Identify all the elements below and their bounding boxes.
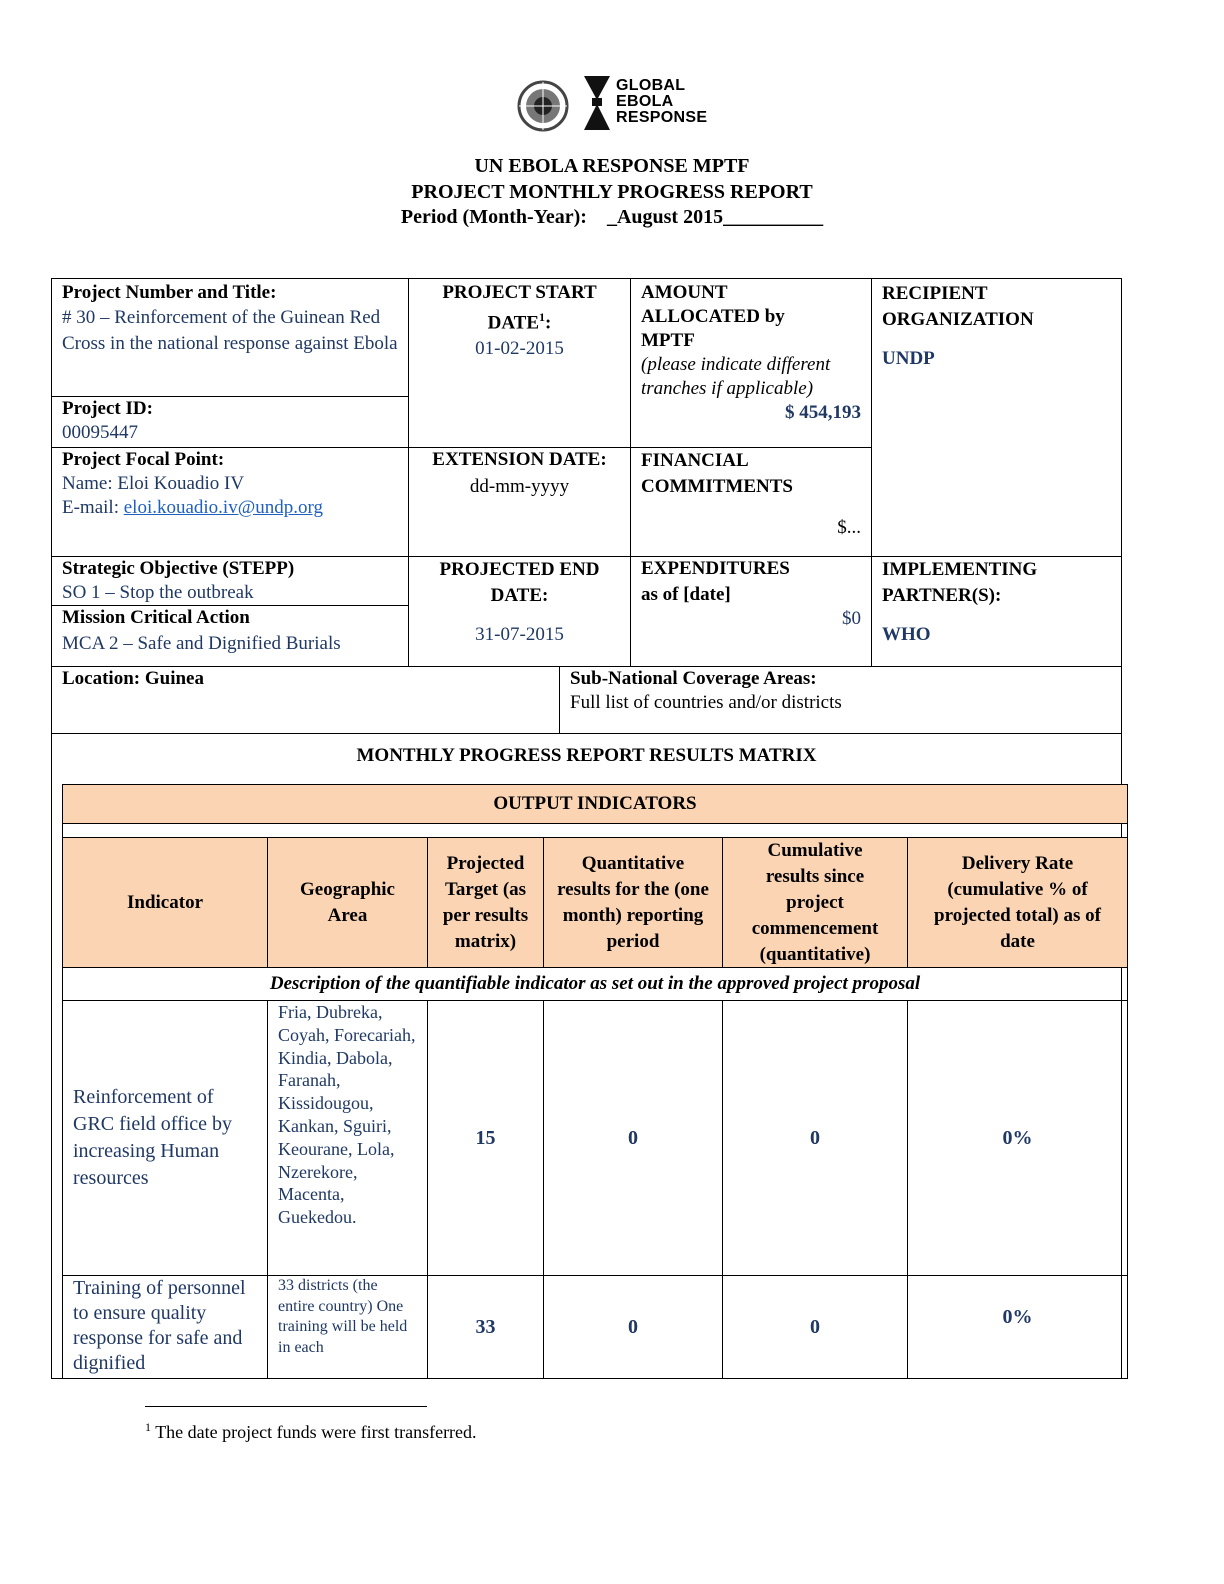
project-id-cell: Project ID: 00095447: [51, 396, 409, 448]
col-header-cumulative-results: Cumulative results since project commencement (quantitative): [722, 837, 908, 968]
row2-indicator: Training of personnel to ensure quality response for safe and dignified: [62, 1275, 268, 1379]
row2-projected-target: 33: [427, 1275, 544, 1379]
un-emblem-icon: [510, 70, 580, 136]
col-header-monthly-results: Quantitative results for the (one month) reporting period: [543, 837, 723, 968]
hourglass-figure-icon: [580, 70, 614, 136]
row2-geographic-area: 33 districts (the entire country) One training will be held in each: [267, 1275, 428, 1379]
global-ebola-response-logo: [510, 70, 710, 136]
financial-commitments-cell: FINANCIAL COMMITMENTS $...: [630, 447, 872, 557]
focal-point-cell: Project Focal Point: Name: Eloi Kouadio IV E-mail: eloi.kouadio.iv@undp.org: [51, 447, 409, 557]
extension-date-cell: EXTENSION DATE: dd-mm-yyyy: [408, 447, 631, 557]
projected-end-date-cell: PROJECTED END DATE: 31-07-2015: [408, 556, 631, 667]
output-indicators-banner: OUTPUT INDICATORS: [62, 784, 1128, 824]
amount-allocated-cell: AMOUNT ALLOCATED by MPTF (please indicate different tranches if applicable) $ 454,193: [630, 278, 872, 448]
focal-point-email-link[interactable]: eloi.kouadio.iv@undp.org: [123, 497, 323, 518]
project-start-date-cell: PROJECT START DATE$^1$: 01-02-2015: [408, 278, 631, 448]
strategic-objective-cell: Strategic Objective (STEPP) SO 1 – Stop the outbreak: [51, 556, 409, 606]
report-period: Period (Month-Year): _August 2015__________: [400, 206, 824, 228]
col-header-delivery-rate: Delivery Rate (cumulative % of projected total) as of date: [907, 837, 1128, 968]
row2-monthly-results: 0: [543, 1275, 723, 1379]
sub-national-coverage-cell: Sub-National Coverage Areas: Full list of countries and/or districts: [559, 666, 1122, 734]
row1-indicator: Reinforcement of GRC field office by increasing Human resources: [62, 1000, 268, 1276]
indicator-description-row: Description of the quantifiable indicator as set out in the approved project proposal: [62, 967, 1128, 1001]
expenditures-cell: EXPENDITURES as of [date] $0: [630, 556, 872, 667]
row1-monthly-results: 0: [543, 1000, 723, 1276]
logo-text: GLOBAL EBOLA RESPONSE: [616, 77, 708, 126]
implementing-partners-cell: IMPLEMENTING PARTNER(S): WHO: [871, 556, 1122, 667]
footnote-separator: [145, 1406, 427, 1407]
row1-delivery-rate: 0%: [907, 1000, 1128, 1276]
results-matrix-title: MONTHLY PROGRESS REPORT RESULTS MATRIX: [356, 745, 817, 766]
row1-geographic-area: Fria, Dubreka, Coyah, Forecariah, Kindia, Dabola, Faranah, Kissidougou, Kankan, Sguiri, Keourane, Lola, Nzerekore, Macenta, Guekedou.: [267, 1000, 428, 1276]
footnote: $^1$ The date project funds were first transferred.: [145, 1420, 477, 1442]
report-title-line1: UN EBOLA RESPONSE MPTF: [474, 155, 750, 177]
col-header-geographic-area: Geographic Area: [267, 837, 428, 968]
row1-cumulative-results: 0: [722, 1000, 908, 1276]
report-title-line2: PROJECT MONTHLY PROGRESS REPORT: [411, 181, 813, 203]
spacer-row: [62, 823, 1128, 838]
row2-cumulative-results: 0: [722, 1275, 908, 1379]
recipient-organization-cell: RECIPIENT ORGANIZATION UNDP: [871, 278, 1122, 557]
project-number-cell: Project Number and Title: # 30 – Reinforcement of the Guinean Red Cross in the national response against Ebola: [51, 278, 409, 397]
row2-delivery-rate: 0%: [907, 1275, 1128, 1379]
col-header-projected-target: Projected Target (as per results matrix): [427, 837, 544, 968]
location-cell: Location: Guinea: [51, 666, 560, 734]
mission-critical-action-cell: Mission Critical Action MCA 2 – Safe and Dignified Burials: [51, 605, 409, 667]
row1-projected-target: 15: [427, 1000, 544, 1276]
col-header-indicator: Indicator: [62, 837, 268, 968]
